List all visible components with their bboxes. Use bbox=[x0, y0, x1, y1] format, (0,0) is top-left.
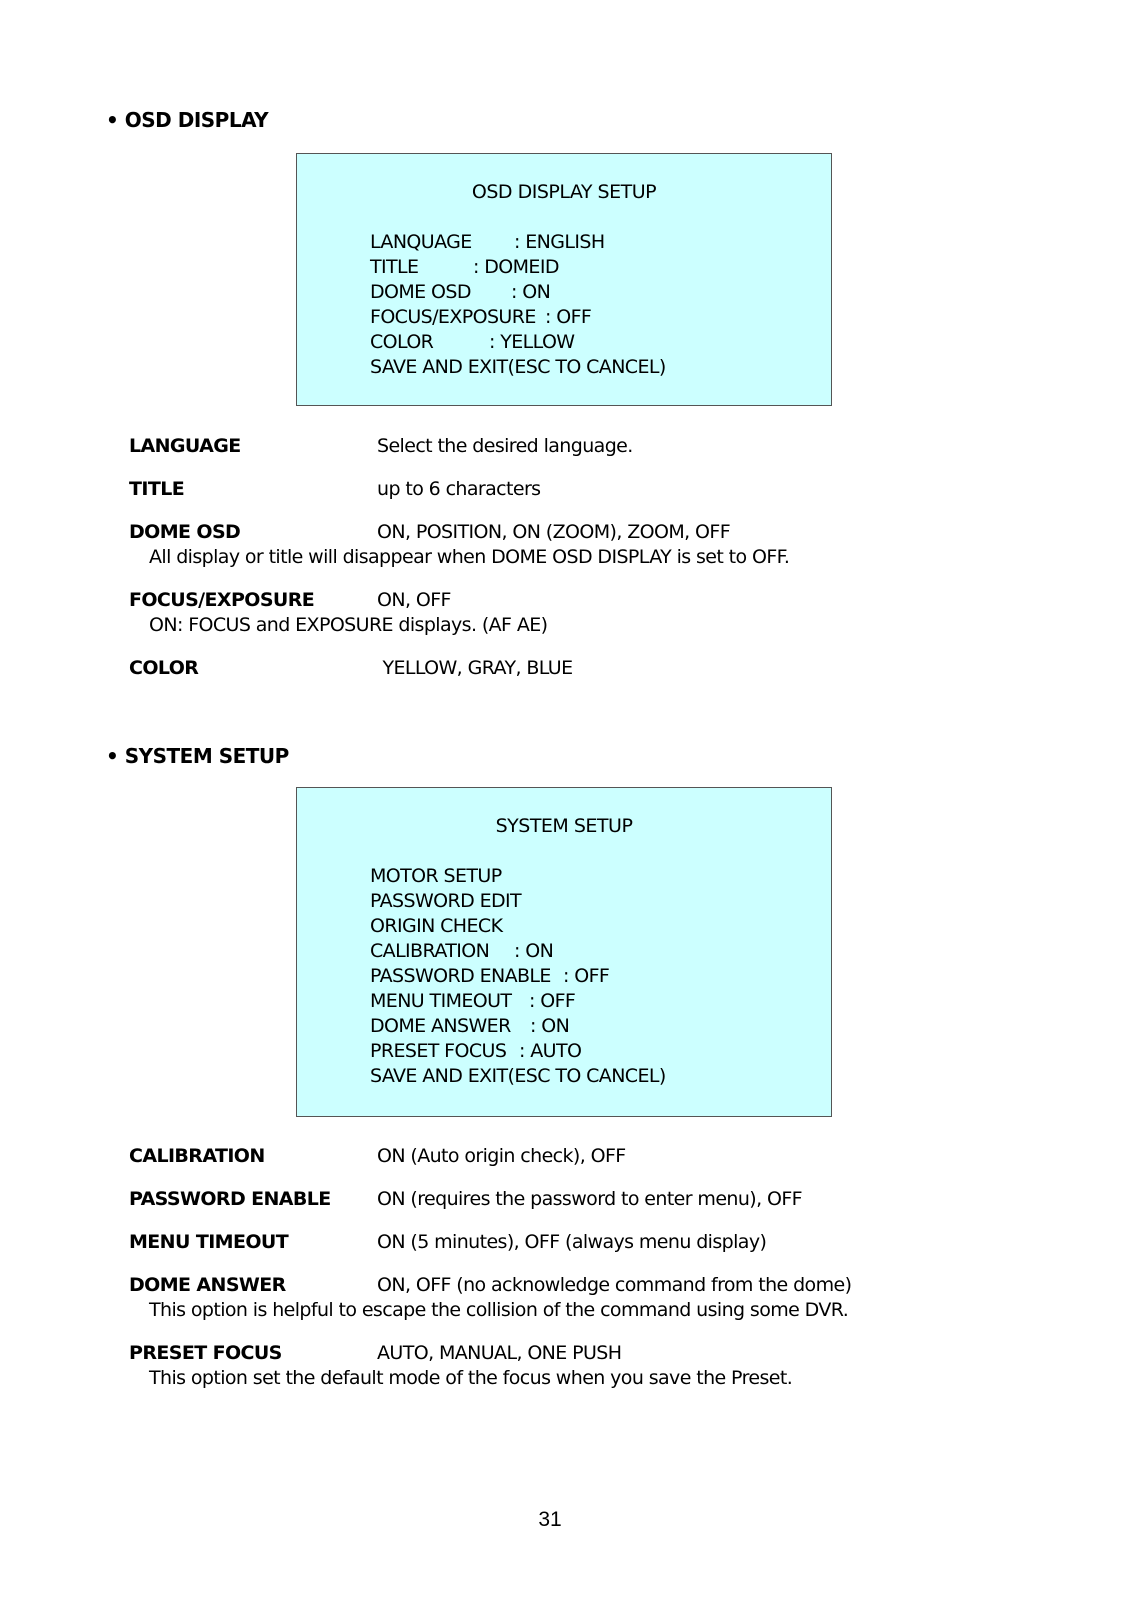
definition-desc: ON (requires the password to enter menu), OFF bbox=[377, 1188, 802, 1210]
menu-label: ORIGIN CHECK bbox=[370, 915, 503, 937]
definition-row-menu-timeout bbox=[129, 1229, 1029, 1255]
system-setup-menu bbox=[296, 787, 832, 1117]
menu-line-calibration bbox=[370, 939, 554, 964]
menu-line-save-exit bbox=[370, 355, 666, 380]
menu-value: : YELLOW bbox=[489, 331, 575, 353]
definition-desc: YELLOW, GRAY, BLUE bbox=[377, 657, 573, 679]
menu-value: : DOMEID bbox=[473, 256, 559, 278]
menu-label: PASSWORD EDIT bbox=[370, 890, 522, 912]
menu-value: : ON bbox=[514, 940, 554, 962]
menu-value: : ON bbox=[511, 281, 551, 303]
page-number: 31 bbox=[538, 1508, 562, 1531]
menu-line-color bbox=[370, 330, 575, 355]
menu-line-dome-answer bbox=[370, 1014, 570, 1039]
menu-value: : OFF bbox=[529, 990, 576, 1012]
definition-note: This option is helpful to escape the collision of the command using some DVR. bbox=[149, 1299, 849, 1321]
menu-line-password-edit bbox=[370, 889, 521, 914]
menu-value: : OFF bbox=[545, 306, 592, 328]
menu-label: PASSWORD ENABLE bbox=[370, 965, 551, 987]
menu-value: : AUTO bbox=[519, 1040, 582, 1062]
definition-desc: Select the desired language. bbox=[377, 435, 633, 457]
menu-label: SAVE AND EXIT(ESC TO CANCEL) bbox=[370, 1065, 666, 1087]
definition-term: MENU TIMEOUT bbox=[129, 1231, 289, 1253]
definition-desc: up to 6 characters bbox=[377, 478, 541, 500]
definition-row-dome-osd bbox=[129, 519, 1029, 545]
definition-term: DOME ANSWER bbox=[129, 1274, 286, 1296]
definition-note: This option set the default mode of the focus when you save the Preset. bbox=[149, 1367, 793, 1389]
definition-desc: ON (Auto origin check), OFF bbox=[377, 1145, 626, 1167]
definition-term: CALIBRATION bbox=[129, 1145, 265, 1167]
menu-label: COLOR bbox=[370, 331, 434, 353]
osd-display-setup-menu bbox=[296, 153, 832, 406]
menu-line-language bbox=[370, 230, 605, 255]
definition-term: FOCUS/EXPOSURE bbox=[129, 589, 315, 611]
menu-line-dome-osd bbox=[370, 280, 551, 305]
definition-note: All display or title will disappear when DOME OSD DISPLAY is set to OFF. bbox=[149, 546, 790, 568]
osd-display-heading: • OSD DISPLAY bbox=[106, 108, 269, 132]
menu-line-password-enable bbox=[370, 964, 610, 989]
menu-label: DOME OSD bbox=[370, 281, 471, 303]
definition-desc: ON (5 minutes), OFF (always menu display) bbox=[377, 1231, 767, 1253]
menu-value: : ENGLISH bbox=[514, 231, 605, 253]
definition-term: TITLE bbox=[129, 478, 185, 500]
definition-row-focus-exposure bbox=[129, 587, 1029, 613]
definition-row-color bbox=[129, 655, 1029, 681]
menu-label: SAVE AND EXIT(ESC TO CANCEL) bbox=[370, 356, 666, 378]
menu-value: : OFF bbox=[563, 965, 610, 987]
menu-label: CALIBRATION bbox=[370, 940, 490, 962]
menu-label: LANQUAGE bbox=[370, 231, 472, 253]
menu-label: MOTOR SETUP bbox=[370, 865, 502, 887]
menu-value: : ON bbox=[530, 1015, 570, 1037]
definition-term: COLOR bbox=[129, 657, 199, 679]
menu-line-menu-timeout bbox=[370, 989, 576, 1014]
definition-desc: ON, OFF bbox=[377, 589, 451, 611]
menu-title: SYSTEM SETUP bbox=[495, 815, 633, 837]
definition-desc: ON, OFF (no acknowledge command from the dome) bbox=[377, 1274, 852, 1296]
definition-term: PASSWORD ENABLE bbox=[129, 1188, 331, 1210]
definition-row-password-enable bbox=[129, 1186, 1029, 1212]
definition-row-calibration bbox=[129, 1143, 1029, 1169]
menu-line-origin-check bbox=[370, 914, 502, 939]
definition-row-dome-answer bbox=[129, 1272, 1029, 1298]
menu-label: PRESET FOCUS bbox=[370, 1040, 507, 1062]
menu-line-focus-exposure bbox=[370, 305, 592, 330]
menu-label: TITLE bbox=[370, 256, 419, 278]
menu-label: MENU TIMEOUT bbox=[370, 990, 512, 1012]
menu-label: FOCUS/EXPOSURE bbox=[370, 306, 536, 328]
definition-desc: AUTO, MANUAL, ONE PUSH bbox=[377, 1342, 622, 1364]
definition-desc: ON, POSITION, ON (ZOOM), ZOOM, OFF bbox=[377, 521, 731, 543]
menu-line-save-exit bbox=[370, 1064, 666, 1089]
menu-line-motor-setup bbox=[370, 864, 502, 889]
definition-term: DOME OSD bbox=[129, 521, 241, 543]
menu-line-preset-focus bbox=[370, 1039, 582, 1064]
menu-line-title bbox=[370, 255, 559, 280]
definition-term: LANGUAGE bbox=[129, 435, 241, 457]
definition-row-language bbox=[129, 433, 1029, 459]
system-setup-heading: • SYSTEM SETUP bbox=[106, 744, 289, 768]
definition-note: ON: FOCUS and EXPOSURE displays. (AF AE) bbox=[149, 614, 548, 636]
menu-title: OSD DISPLAY SETUP bbox=[471, 181, 657, 203]
definition-row-title bbox=[129, 476, 1029, 502]
definition-term: PRESET FOCUS bbox=[129, 1342, 282, 1364]
definition-row-preset-focus bbox=[129, 1340, 1029, 1366]
menu-label: DOME ANSWER bbox=[370, 1015, 511, 1037]
